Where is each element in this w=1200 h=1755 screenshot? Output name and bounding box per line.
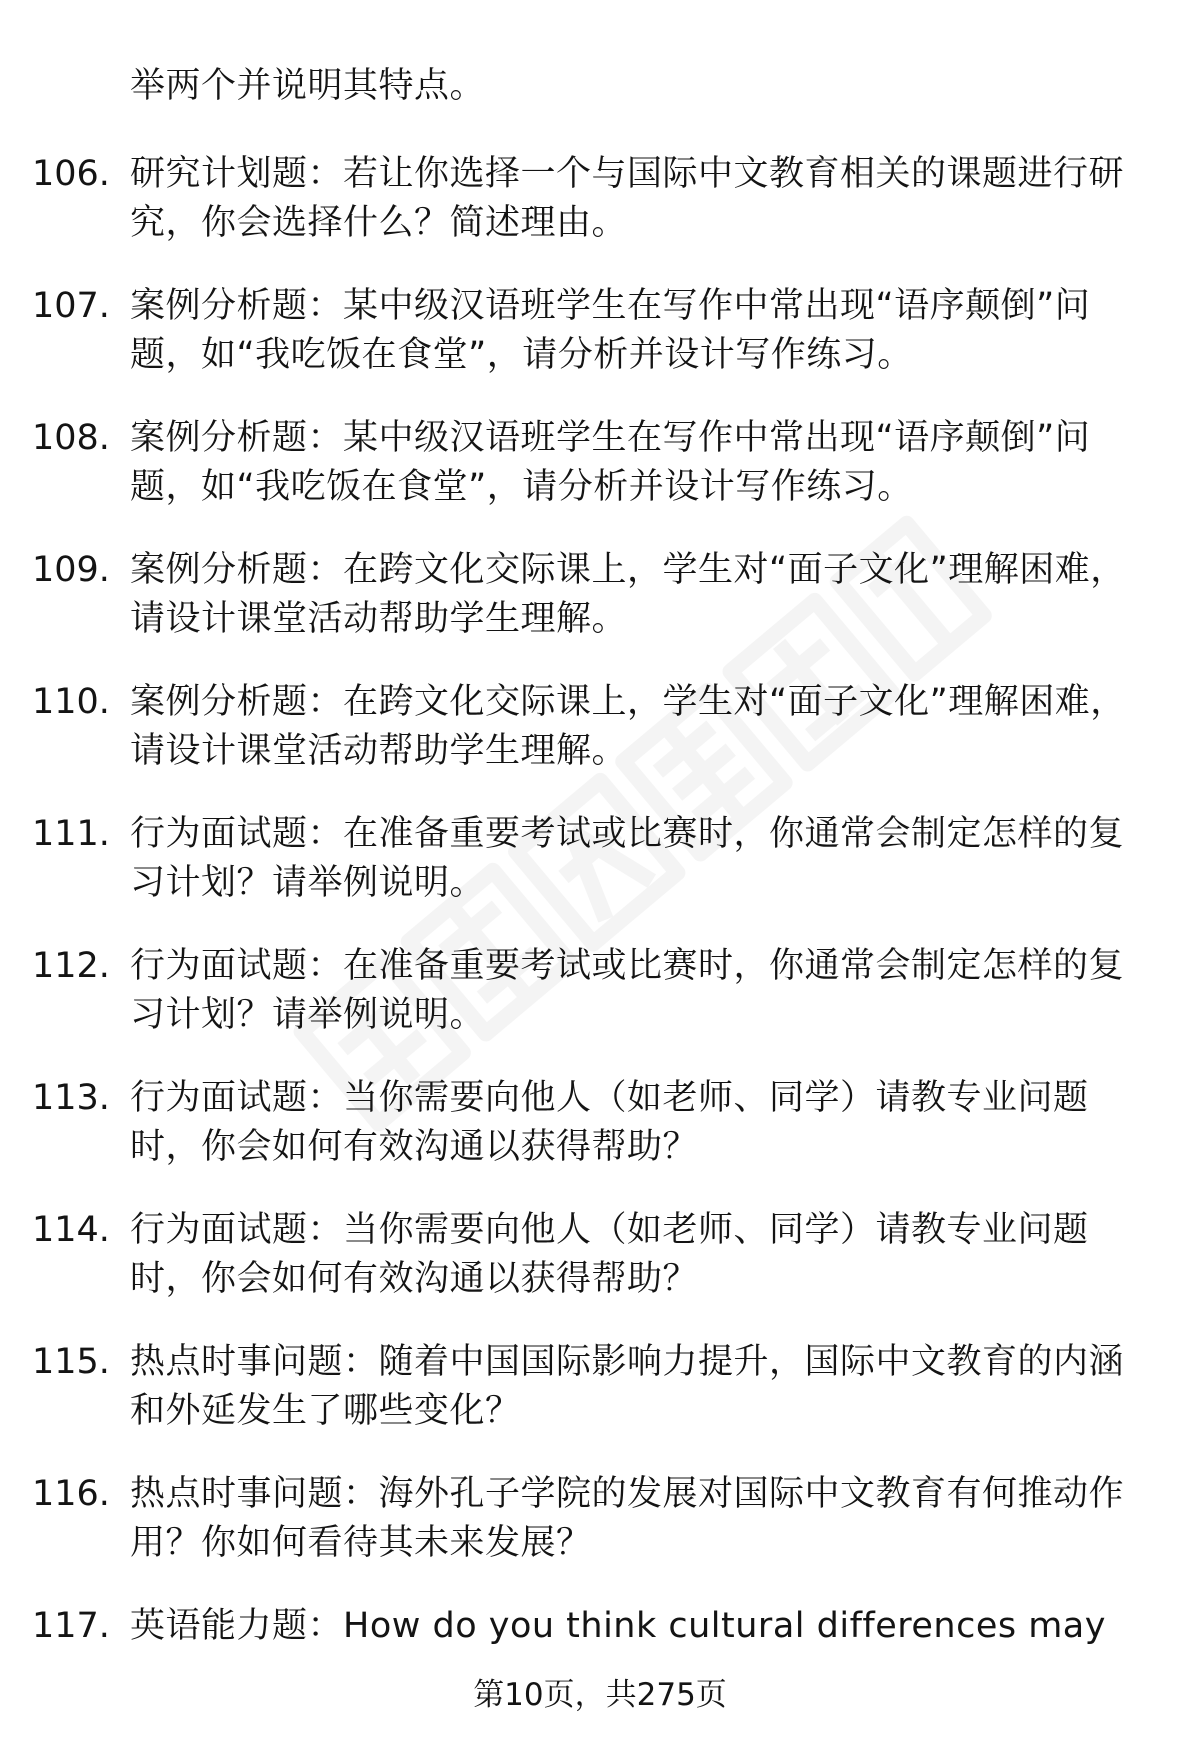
question-text: 行为面试题：在准备重要考试或比赛时，你通常会制定怎样的复习计划？请举例说明。	[130, 814, 1125, 903]
question-text: 研究计划题：若让你选择一个与国际中文教育相关的课题进行研究，你会选择什么？简述理由。	[130, 154, 1125, 243]
question-text: 案例分析题：在跨文化交际课上，学生对“面子文化”理解困难，请设计课堂活动帮助学生理解。	[130, 682, 1126, 771]
question-number: 113.	[32, 1078, 110, 1118]
question-number: 106.	[32, 154, 110, 194]
question-number: 114.	[32, 1210, 110, 1250]
question-number: 111.	[32, 814, 110, 854]
question-item	[0, 1057, 1200, 1189]
question-number: 109.	[32, 550, 110, 590]
question-number: 116.	[32, 1474, 110, 1514]
question-text: 英语能力题：How do you think cultural differences may	[130, 1606, 1106, 1646]
question-item	[0, 793, 1200, 925]
question-text: 行为面试题：当你需要向他人（如老师、同学）请教专业问题时，你会如何有效沟通以获得帮助？	[130, 1078, 1089, 1167]
question-number: 117.	[32, 1606, 110, 1646]
question-item	[0, 529, 1200, 661]
question-text: 热点时事问题：随着中国国际影响力提升，国际中文教育的内涵和外延发生了哪些变化？	[130, 1342, 1125, 1431]
question-number: 108.	[32, 418, 110, 458]
question-number: 107.	[32, 286, 110, 326]
question-text: 案例分析题：在跨文化交际课上，学生对“面子文化”理解困难，请设计课堂活动帮助学生理解。	[130, 550, 1126, 639]
question-text: 热点时事问题：海外孔子学院的发展对国际中文教育有何推动作用？你如何看待其未来发展？	[130, 1474, 1125, 1563]
question-number: 112.	[32, 946, 110, 986]
question-item	[0, 1321, 1200, 1453]
question-item	[0, 661, 1200, 793]
question-number: 115.	[32, 1342, 110, 1382]
question-item	[0, 265, 1200, 397]
question-text: 行为面试题：在准备重要考试或比赛时，你通常会制定怎样的复习计划？请举例说明。	[130, 946, 1125, 1035]
question-item	[0, 133, 1200, 265]
page-indicator: 第10页，共275页	[473, 1677, 727, 1713]
question-item	[0, 1189, 1200, 1321]
question-number: 110.	[32, 682, 110, 722]
question-text: 行为面试题：当你需要向他人（如老师、同学）请教专业问题时，你会如何有效沟通以获得帮助？	[130, 1210, 1089, 1299]
question-text: 案例分析题：某中级汉语班学生在写作中常出现“语序颠倒”问题，如“我吃饭在食堂”，请分析并设计写作练习。	[130, 286, 1091, 375]
question-list	[0, 133, 1200, 1717]
question-item	[0, 397, 1200, 529]
continued-question-text: 举两个并说明其特点。	[130, 66, 486, 106]
question-item	[0, 1453, 1200, 1585]
question-text: 案例分析题：某中级汉语班学生在写作中常出现“语序颠倒”问题，如“我吃饭在食堂”，请分析并设计写作练习。	[130, 418, 1091, 507]
question-item	[0, 925, 1200, 1057]
